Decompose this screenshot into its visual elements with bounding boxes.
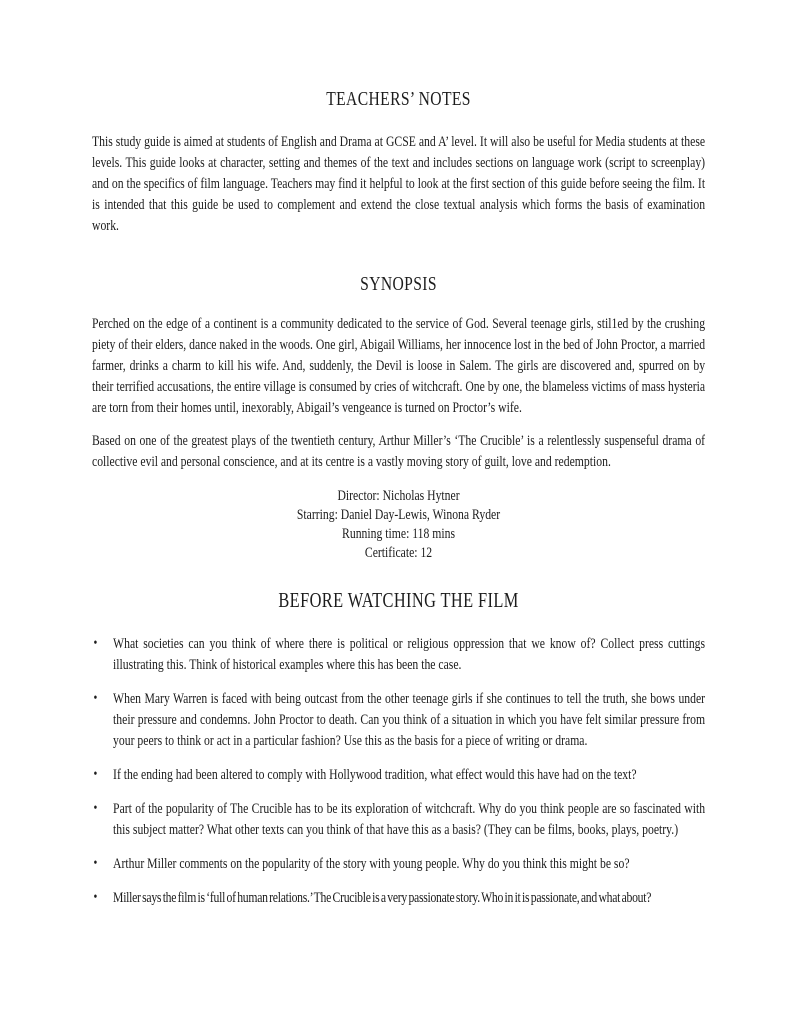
question-item-popularity: • Arthur Miller comments on the popularity of the story with young people. Why do you think this might be so? xyxy=(92,854,705,875)
question-item-societies: • What societies can you think of where there is political or religious oppression that we know of? Collect press cuttings illustrating this. Think of historical examples where this has been the case. xyxy=(92,634,705,676)
credit-director: Director: Nicholas Hytner xyxy=(337,488,460,504)
synopsis-paragraph-1: Perched on the edge of a continent is a community dedicated to the service of God. Several teenage girls, stil1ed by the crushing piety of their elders, dance naked in the woods. One girl, Abigail Williams, her innocence lost in the bed of John Proctor, a married farmer, drinks a charm to kill his wife. And, suddenly, the Devil is loose in Salem. The girls are discovered and, spurred on by their terrified accusations, the entire village is consumed by cries of witchcraft. One by one, the blameless victims of mass hysteria are torn from their homes until, inexorably, Abigail’s vengeance is turned on Proctor’s wife. xyxy=(92,316,706,416)
teachers-notes-heading: TEACHERS’ NOTES xyxy=(326,88,471,110)
before-watching-heading: BEFORE WATCHING THE FILM xyxy=(278,588,519,612)
credit-running-time: Running time: 118 mins xyxy=(342,526,456,542)
synopsis-heading: SYNOPSIS xyxy=(360,273,437,295)
question-item-ending: • If the ending had been altered to comply with Hollywood tradition, what effect would this have had on the text? xyxy=(92,765,705,786)
page-content xyxy=(92,0,705,922)
credit-starring: Starring: Daniel Day-Lewis, Winona Ryder xyxy=(296,507,501,523)
film-credits xyxy=(92,487,705,563)
synopsis-paragraph-2: Based on one of the greatest plays of the twentieth century, Arthur Miller’s ‘The Crucible’ is a relentlessly suspenseful drama of collective evil and personal conscience, and at its centre is a vastly moving story of guilt, love and redemption. xyxy=(92,433,706,470)
credit-certificate: Certificate: 12 xyxy=(364,545,433,561)
discussion-questions-list xyxy=(92,634,705,909)
question-item-witchcraft: • Part of the popularity of The Crucible has to be its exploration of witchcraft. Why do you think people are so fascinated with this subject matter? What other texts can you think of that have this as a basis? (They can be films, books, plays, poetry.) xyxy=(92,799,705,841)
question-item-mary-warren: • When Mary Warren is faced with being outcast from the other teenage girls if she continues to tell the truth, she bows under their pressure and condemns. John Proctor to death. Can you think of a situation in which you have felt similar pressure from your peers to think or act in a particular fashion? Use this as the basis for a piece of writing or drama. xyxy=(92,689,705,752)
teachers-notes-paragraph: This study guide is aimed at students of English and Drama at GCSE and A’ level. It will also be useful for Media students at these levels. This guide looks at character, setting and themes of the text and includes sections on language work (script to screenplay) and on the specifics of film language. Teachers may find it helpful to look at the first section of this guide before seeing the film. It is intended that this guide be used to complement and extend the close textual analysis which forms the basis of examination work. xyxy=(92,134,706,234)
question-item-passionate: • Miller says the film is ‘full of human relations.’ The Crucible is a very passionate story. Who in it is passionate, and what about? xyxy=(92,888,705,909)
